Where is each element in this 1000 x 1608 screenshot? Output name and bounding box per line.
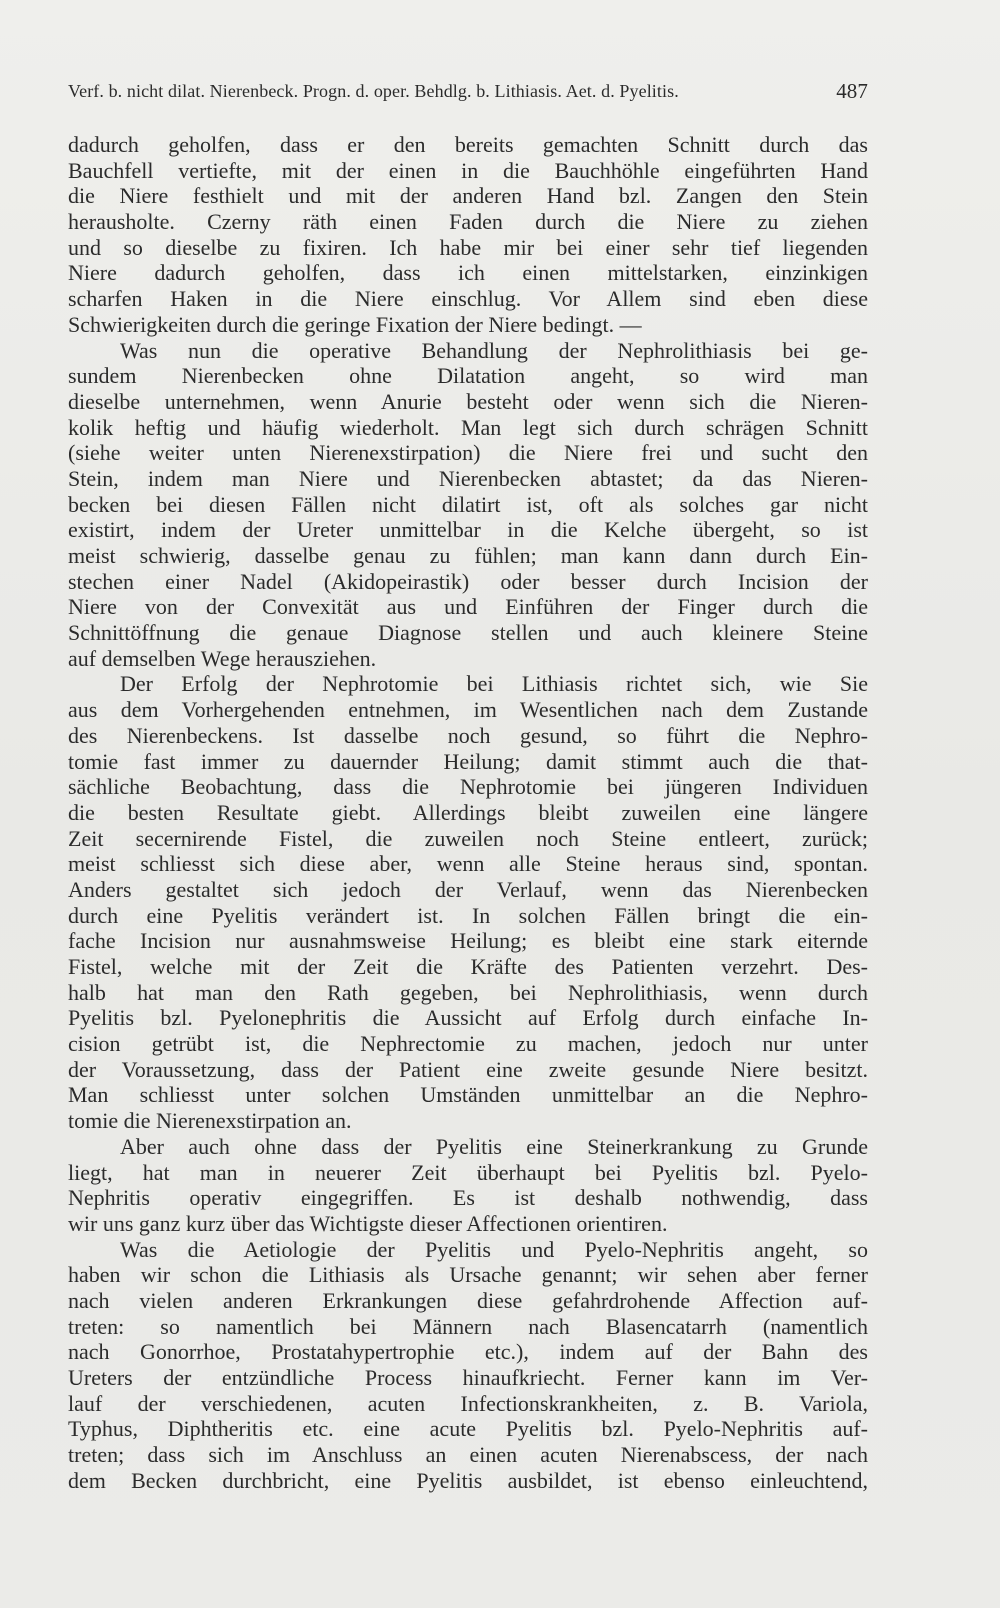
text-line: becken bei diesen Fällen nicht dilatirt ist, oft als solches gar nicht (68, 491, 868, 517)
page-number: 487 (836, 79, 868, 103)
text-line: existirt, indem der Ureter unmittelbar in die Kelche übergeht, so ist (68, 517, 868, 543)
text-line: wir uns ganz kurz über das Wichtigste dieser Affectionen orientiren. (68, 1210, 668, 1236)
running-header-title: Verf. b. nicht dilat. Nierenbeck. Progn. d. oper. Behdlg. b. Lithiasis. Aet. d. Pyelitis. (68, 81, 679, 101)
text-line: haben wir schon die Lithiasis als Ursache genannt; wir sehen aber ferner (68, 1262, 868, 1288)
text-line: tomie fast immer zu dauernder Heilung; damit stimmt auch die that- (68, 748, 868, 774)
text-line: Stein, indem man Niere und Nierenbecken abtastet; da das Nieren- (68, 465, 868, 491)
text-line: und so dieselbe zu fixiren. Ich habe mir bei einer sehr tief liegenden (68, 234, 868, 260)
text-line: nach vielen anderen Erkrankungen diese gefahrdrohende Affection auf- (68, 1287, 868, 1313)
text-line: Niere von der Convexität aus und Einführen der Finger durch die (68, 594, 868, 620)
text-line: fache Incision nur ausnahmsweise Heilung; es bleibt eine stark eiternde (68, 928, 868, 954)
text-line: des Nierenbeckens. Ist dasselbe noch gesund, so führt die Nephro- (68, 722, 868, 748)
text-line: treten: so namentlich bei Männern nach Blasencatarrh (namentlich (68, 1313, 868, 1339)
text-line: Zeit secernirende Fistel, die zuweilen noch Steine entleert, zurück; (68, 825, 868, 851)
running-header (68, 76, 868, 106)
text-line: herausholte. Czerny räth einen Faden durch die Niere zu ziehen (68, 209, 868, 235)
text-line: lauf der verschiedenen, acuten Infectionskrankheiten, z. B. Variola, (68, 1390, 868, 1416)
text-line: die besten Resultate giebt. Allerdings bleibt zuweilen eine längere (68, 799, 868, 825)
text-line: liegt, hat man in neuerer Zeit überhaupt bei Pyelitis bzl. Pyelo- (68, 1159, 868, 1185)
text-line: sächliche Beobachtung, dass die Nephrotomie bei jüngeren Individuen (68, 774, 868, 800)
text-line: Schwierigkeiten durch die geringe Fixation der Niere bedingt. — (68, 311, 642, 337)
paragraph-start-line: Was die Aetiologie der Pyelitis und Pyelo-Nephritis angeht, so (120, 1236, 868, 1262)
text-line: der Voraussetzung, dass der Patient eine zweite gesunde Niere besitzt. (68, 1056, 868, 1082)
text-line: dem Becken durchbricht, eine Pyelitis ausbildet, ist ebenso einleuchtend, (68, 1467, 868, 1493)
text-line: dieselbe unternehmen, wenn Anurie besteht oder wenn sich die Nieren- (68, 388, 868, 414)
body-text (68, 132, 868, 1493)
text-line: Man schliesst unter solchen Umständen unmittelbar an die Nephro- (68, 1082, 868, 1108)
text-line: halb hat man den Rath gegeben, bei Nephrolithiasis, wenn durch (68, 979, 868, 1005)
text-line: Schnittöffnung die genaue Diagnose stellen und auch kleinere Steine (68, 620, 868, 646)
text-line: aus dem Vorhergehenden entnehmen, im Wesentlichen nach dem Zustande (68, 697, 868, 723)
text-line: scharfen Haken in die Niere einschlug. Vor Allem sind eben diese (68, 286, 868, 312)
text-line: Niere dadurch geholfen, dass ich einen mittelstarken, einzinkigen (68, 260, 868, 286)
text-line: tomie die Nierenexstirpation an. (68, 1108, 352, 1134)
text-line: Bauchfell vertiefte, mit der einen in die Bauchhöhle eingeführten Hand (68, 157, 868, 183)
text-line: Nephritis operativ eingegriffen. Es ist deshalb nothwendig, dass (68, 1185, 868, 1211)
text-line: die Niere festhielt und mit der anderen Hand bzl. Zangen den Stein (68, 183, 868, 209)
text-line: sundem Nierenbecken ohne Dilatation angeht, so wird man (68, 363, 868, 389)
text-line: stechen einer Nadel (Akidopeirastik) oder besser durch Incision der (68, 568, 868, 594)
text-line: meist schwierig, dasselbe genau zu fühlen; man kann dann durch Ein- (68, 543, 868, 568)
text-line: kolik heftig und häufig wiederholt. Man legt sich durch schrägen Schnitt (68, 414, 868, 440)
text-line: auf demselben Wege herausziehen. (68, 645, 377, 671)
paragraph-start-line: Aber auch ohne dass der Pyelitis eine Steinerkrankung zu Grunde (120, 1133, 868, 1159)
paragraph-start-line: Der Erfolg der Nephrotomie bei Lithiasis richtet sich, wie Sie (120, 671, 868, 697)
text-line: treten; dass sich im Anschluss an einen acuten Nierenabscess, der nach (68, 1442, 868, 1468)
text-line: durch eine Pyelitis verändert ist. In solchen Fällen bringt die ein- (68, 902, 868, 928)
text-line: (siehe weiter unten Nierenexstirpation) die Niere frei und sucht den (68, 440, 868, 466)
text-line: cision getrübt ist, die Nephrectomie zu machen, jedoch nur unter (68, 1031, 868, 1057)
text-line: Fistel, welche mit der Zeit die Kräfte des Patienten verzehrt. Des- (68, 954, 868, 979)
text-line: Typhus, Diphtheritis etc. eine acute Pyelitis bzl. Pyelo-Nephritis auf- (68, 1416, 868, 1442)
text-line: meist schliesst sich diese aber, wenn alle Steine heraus sind, spontan. (68, 851, 868, 877)
text-line: nach Gonorrhoe, Prostatahypertrophie etc.), indem auf der Bahn des (68, 1339, 868, 1365)
paragraph-start-line: Was nun die operative Behandlung der Nephrolithiasis bei ge- (120, 337, 868, 363)
text-line: Anders gestaltet sich jedoch der Verlauf, wenn das Nierenbecken (68, 876, 868, 902)
text-line: Ureters der entzündliche Process hinaufkriecht. Ferner kann im Ver- (68, 1365, 868, 1390)
text-line: Pyelitis bzl. Pyelonephritis die Aussicht auf Erfolg durch einfache In- (68, 1005, 868, 1031)
text-line: dadurch geholfen, dass er den bereits gemachten Schnitt durch das (68, 132, 868, 157)
